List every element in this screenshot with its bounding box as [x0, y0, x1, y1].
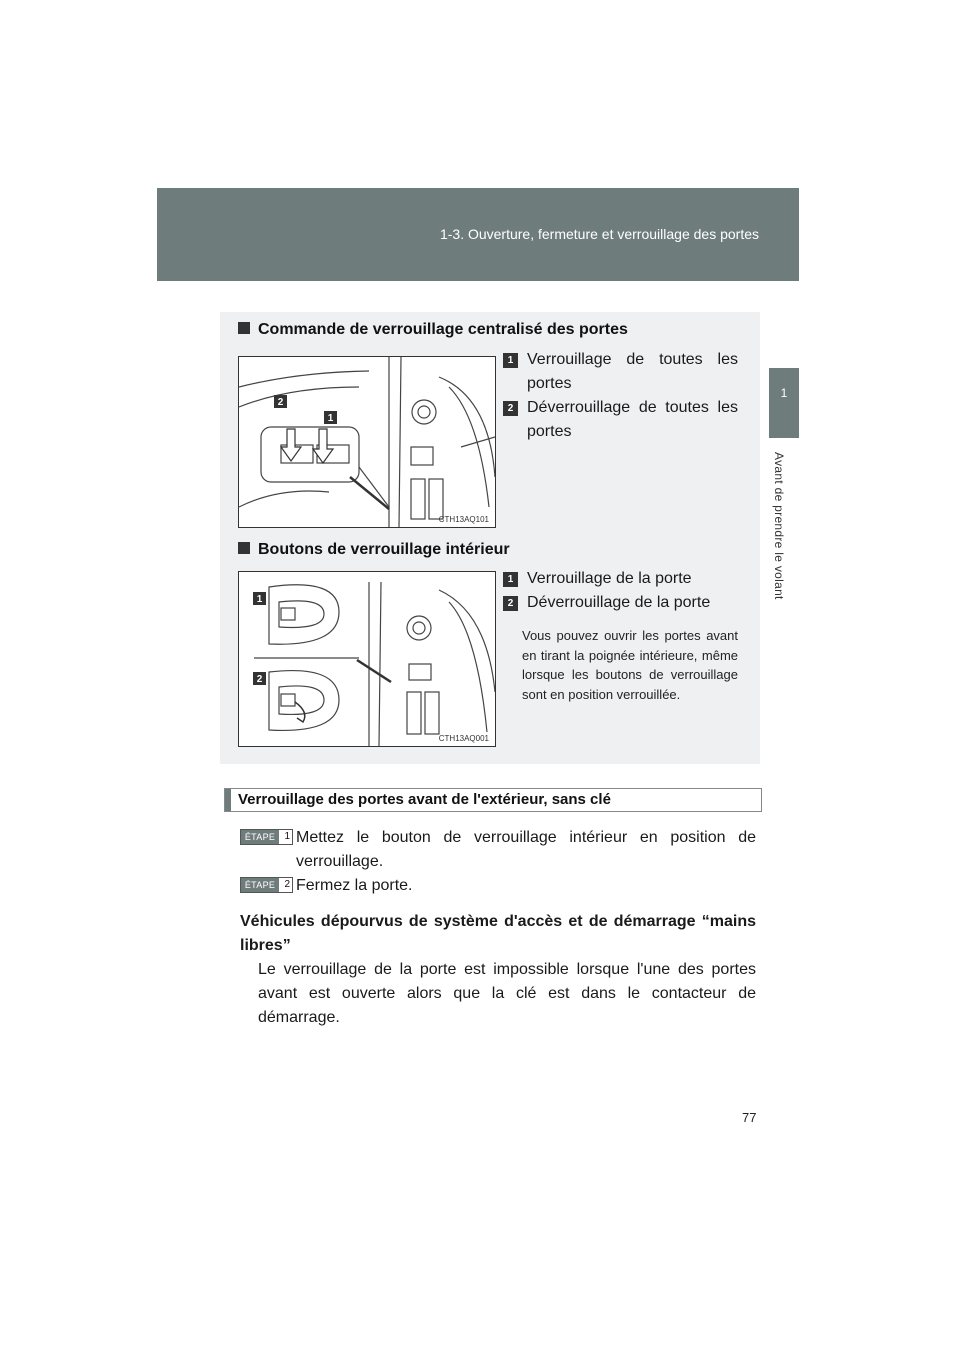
list-item: 2 Déverrouillage de toutes les portes — [503, 396, 738, 444]
number-badge: 2 — [503, 401, 518, 416]
square-bullet-icon — [238, 322, 250, 334]
number-badge: 2 — [503, 596, 518, 611]
step-badge: ÉTAPE 2 — [240, 877, 293, 893]
inside-lock-heading: Boutons de verrouillage intérieur — [238, 541, 510, 559]
side-tab-number: 1 — [780, 386, 788, 400]
list-item: 2 Déverrouillage de la porte — [503, 591, 738, 615]
central-lock-heading: Commande de verrouillage centralisé des portes — [238, 321, 628, 339]
illustration-code: CTH13AQ001 — [438, 734, 489, 743]
page-number: 77 — [742, 1110, 757, 1125]
chapter-title: 1-3. Ouverture, fermeture et verrouillage des portes — [439, 226, 759, 242]
section-title: Verrouillage des portes avant de l'extérieur, sans clé — [238, 791, 611, 808]
number-badge: 1 — [503, 572, 518, 587]
inside-lock-items — [503, 567, 738, 615]
svg-text:2: 2 — [277, 397, 284, 408]
svg-text:1: 1 — [327, 413, 334, 424]
square-bullet-icon — [238, 542, 250, 554]
svg-text:1: 1 — [256, 594, 263, 605]
step-2 — [240, 874, 756, 898]
inside-lock-note: Vous pouvez ouvrir les portes avant en tirant la poignée intérieure, même lorsque les boutons de verrouillage sont en position verrouillée. — [522, 628, 738, 702]
central-lock-illustration — [238, 356, 496, 528]
step-text: Mettez le bouton de verrouillage intérieur en position de verrouillage. — [296, 829, 756, 870]
svg-text:2: 2 — [256, 674, 263, 685]
step-badge: ÉTAPE 1 — [240, 829, 293, 845]
central-lock-items — [503, 348, 738, 444]
section-accent — [225, 789, 231, 811]
vehicle-body: Le verrouillage de la porte est impossible lorsque l'une des portes avant est ouverte alors que la clé est dans le contacteur de démarrage. — [258, 961, 756, 1026]
list-item: 1 Verrouillage de toutes les portes — [503, 348, 738, 396]
step-text: Fermez la porte. — [296, 877, 413, 894]
inside-lock-illustration — [238, 571, 496, 747]
side-tab — [769, 368, 799, 438]
list-item: 1 Verrouillage de la porte — [503, 567, 738, 591]
section-heading — [224, 788, 762, 812]
side-tab-label: Avant de prendre le volant — [772, 452, 786, 600]
number-badge: 1 — [503, 353, 518, 368]
header-band — [157, 188, 799, 281]
illustration-panel — [220, 312, 760, 764]
step-1 — [240, 826, 756, 874]
vehicle-heading: Véhicules dépourvus de système d'accès et de démarrage “mains libres” — [240, 913, 756, 954]
illustration-code: CTH13AQ101 — [438, 515, 489, 524]
